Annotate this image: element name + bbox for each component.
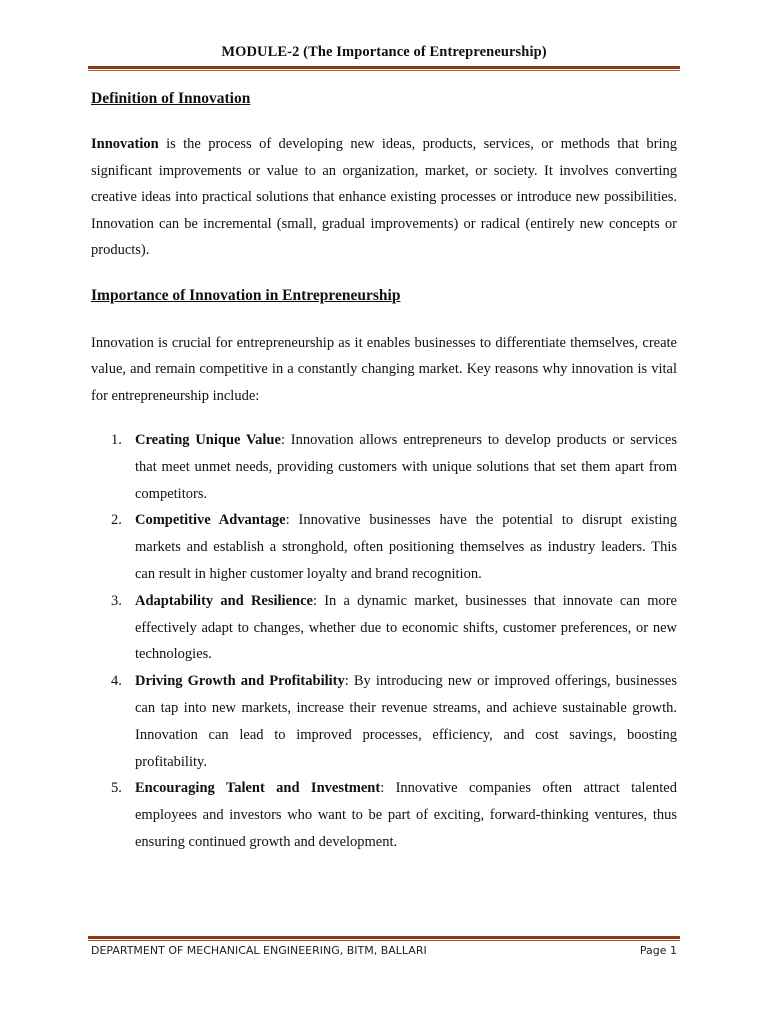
importance-heading: Importance of Innovation in Entrepreneurship [91, 286, 401, 304]
importance-list [91, 427, 677, 856]
list-item-number: 4. [111, 673, 122, 690]
page-footer [91, 944, 677, 957]
list-item [91, 588, 677, 668]
definition-paragraph [91, 131, 677, 264]
list-item [91, 427, 677, 507]
list-item-text: : Innovative companies often attract talented employees and investors who want to be part of exciting, forward-thinking ventures, thus ensuring continued growth and development. [135, 780, 677, 850]
footer-department: DEPARTMENT OF MECHANICAL ENGINEERING, BITM, BALLARI [91, 944, 427, 957]
list-item-title: Driving Growth and Profitability [135, 673, 345, 690]
page-content [91, 89, 677, 856]
list-item-number: 5. [111, 780, 122, 797]
list-item-text: : Innovative businesses have the potential to disrupt existing markets and establish a stronghold, often positioning themselves as industry leaders. This can result in higher customer loyalty and brand recognition. [135, 512, 677, 582]
list-item-title: Encouraging Talent and Investment [135, 780, 381, 797]
list-item-title: Creating Unique Value [135, 432, 281, 448]
list-item-title: Competitive Advantage [135, 512, 286, 529]
list-item [91, 668, 677, 775]
list-item-number: 1. [111, 432, 122, 448]
list-item [91, 775, 677, 855]
definition-term: Innovation [91, 136, 159, 152]
page-header-title: MODULE-2 (The Importance of Entrepreneurship) [221, 44, 547, 60]
header-divider [88, 66, 680, 71]
list-item-number: 3. [111, 592, 122, 609]
list-item-text: : In a dynamic market, businesses that innovate can more effectively adapt to changes, whether due to economic shifts, customer preferences, or new technologies. [135, 592, 677, 663]
list-item-text: : By introducing new or improved offerings, businesses can tap into new markets, increase their revenue streams, and achieve sustainable growth. Innovation can lead to improved processes, efficiency, and cost savings, boosting profitability. [135, 673, 677, 770]
importance-intro: Innovation is crucial for entrepreneurship as it enables businesses to differentiate themselves, create value, and remain competitive in a constantly changing market. Key reasons why innovation is vital for entrepreneurship include: [91, 334, 677, 404]
list-item-number: 2. [111, 512, 122, 529]
definition-heading: Definition of Innovation [91, 90, 251, 107]
list-item [91, 507, 677, 587]
footer-page-number: Page 1 [639, 944, 677, 957]
definition-body: is the process of developing new ideas, products, services, or methods that bring significant improvements or value to an organization, market, or society. It involves converting creative ideas into practical solutions that enhance existing processes or introduce new possibilities. Innovation can be incremental (small, gradual improvements) or radical (entirely new concepts or products). [91, 136, 677, 258]
list-item-text: : Innovation allows entrepreneurs to develop products or services that meet unmet needs, providing customers with unique solutions that set them apart from competitors. [135, 432, 677, 502]
list-item-title: Adaptability and Resilience [135, 592, 313, 609]
footer-divider [88, 936, 680, 941]
